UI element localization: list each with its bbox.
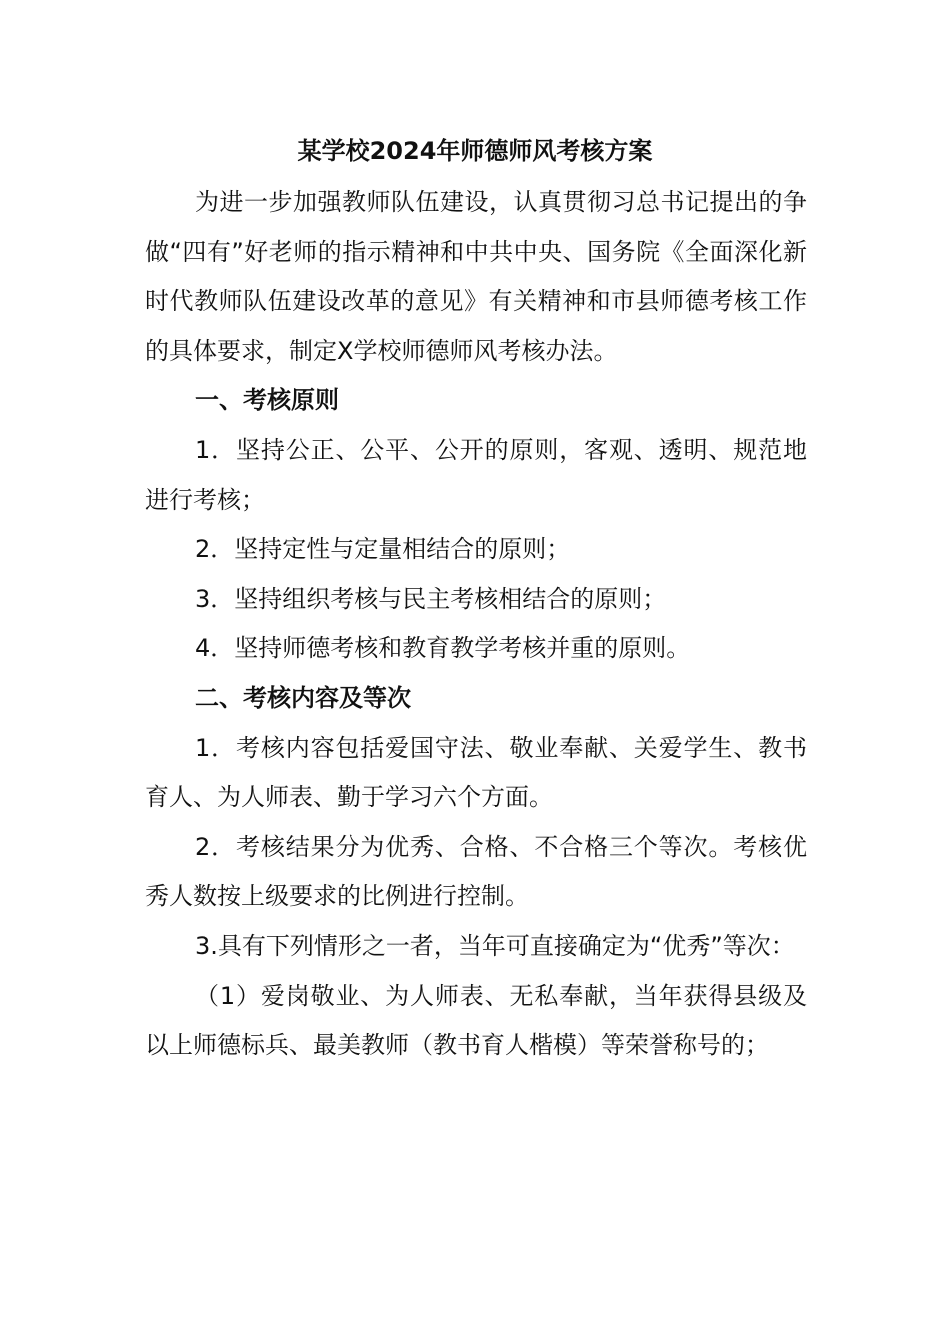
principle-item-2: 2．坚持定性与定量相结合的原则； bbox=[195, 535, 571, 564]
document-title: 某学校2024年师德师风考核方案 bbox=[297, 137, 653, 165]
principle-item-4: 4．坚持师德考核和教育教学考核并重的原则。 bbox=[195, 634, 691, 663]
content-subitem-1: （1）爱岗敬业、为人师表、无私奉献，当年获得县级及以上师德标兵、最美教师（教书育人楷模）等荣誉称号的； bbox=[145, 981, 807, 1060]
section-heading-content-levels: 二、考核内容及等次 bbox=[195, 683, 411, 712]
section-heading-principles: 一、考核原则 bbox=[195, 386, 339, 415]
intro-paragraph: 为进一步加强教师队伍建设，认真贯彻习总书记提出的争做“四有”好老师的指示精神和中共中央、国务院《全面深化新时代教师队伍建设改革的意见》有关精神和市县师德考核工作的具体要求，制定X学校师德师风考核办法。 bbox=[145, 188, 807, 365]
content-item-2: 2．考核结果分为优秀、合格、不合格三个等次。考核优秀人数按上级要求的比例进行控制。 bbox=[145, 832, 807, 911]
content-item-3: 3.具有下列情形之一者，当年可直接确定为“优秀”等次： bbox=[195, 931, 795, 960]
principle-item-1: 1．坚持公正、公平、公开的原则，客观、透明、规范地进行考核； bbox=[145, 435, 807, 514]
document-body bbox=[145, 178, 807, 1071]
content-item-1: 1．考核内容包括爱国守法、敬业奉献、关爱学生、教书育人、为人师表、勤于学习六个方面。 bbox=[145, 733, 807, 812]
principle-item-3: 3．坚持组织考核与民主考核相结合的原则； bbox=[195, 584, 667, 613]
